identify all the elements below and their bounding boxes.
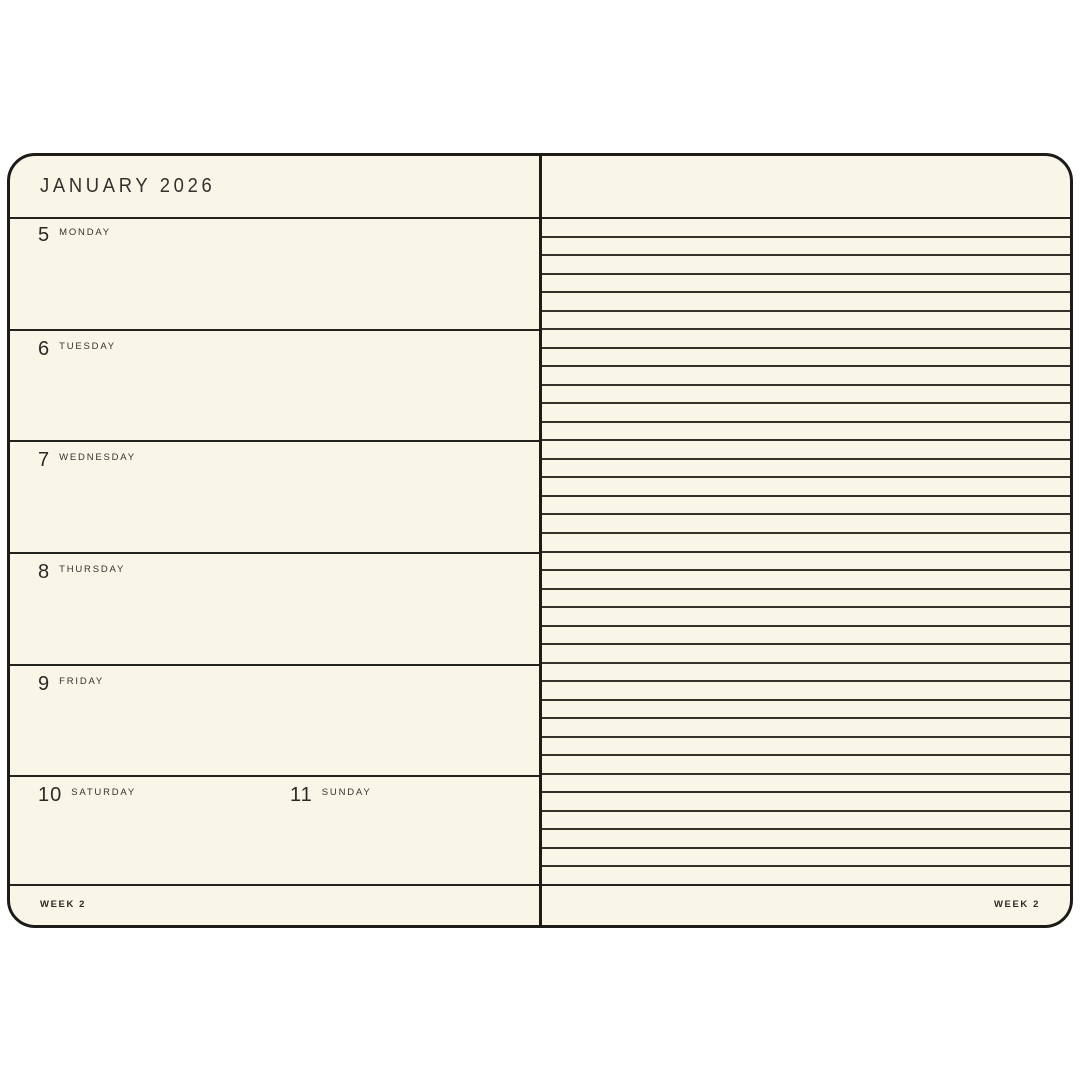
day-heading: [38, 339, 540, 359]
ruled-line: [540, 791, 1070, 793]
day-number: 10: [38, 784, 63, 806]
right-footer: [540, 884, 1070, 925]
left-footer: [10, 884, 275, 925]
sunday-heading: [290, 785, 371, 805]
month-title: JANUARY 2026: [40, 175, 216, 197]
ruled-line: [540, 828, 1070, 830]
day-name-label: TUESDAY: [59, 341, 116, 352]
day-number: 9: [38, 673, 51, 695]
ruled-line: [540, 569, 1070, 571]
ruled-line: [540, 680, 1070, 682]
ruled-line: [540, 384, 1070, 386]
ruled-line: [540, 347, 1070, 349]
day-number: 8: [38, 561, 51, 583]
day-number: 5: [38, 224, 51, 246]
day-name-label: SATURDAY: [71, 787, 136, 798]
day-name-label: SUNDAY: [321, 787, 372, 798]
ruled-line: [540, 736, 1070, 738]
day-number: 6: [38, 338, 51, 360]
ruled-line: [540, 513, 1070, 515]
ruled-line: [540, 551, 1070, 553]
ruled-line: [540, 847, 1070, 849]
day-heading: [38, 450, 540, 470]
day-row-thursday: [10, 552, 540, 664]
day-row-friday: [10, 664, 540, 775]
ruled-line: [540, 365, 1070, 367]
day-name-label: FRIDAY: [59, 676, 105, 687]
ruled-line: [540, 754, 1070, 756]
ruled-line: [540, 810, 1070, 812]
week-number-label-right: WEEK 2: [993, 899, 1040, 910]
ruled-line: [540, 254, 1070, 256]
day-number: 7: [38, 449, 51, 471]
ruled-line: [540, 421, 1070, 423]
month-header: [10, 156, 540, 217]
ruled-notes-area: [540, 217, 1070, 884]
day-row-weekend: [10, 775, 540, 884]
day-row-tuesday: [10, 329, 540, 440]
ruled-line: [540, 588, 1070, 590]
right-page-notes: [540, 156, 1070, 925]
ruled-line: [540, 458, 1070, 460]
ruled-line: [540, 865, 1070, 867]
planner-notebook: [7, 153, 1073, 928]
day-name-label: THURSDAY: [59, 564, 126, 575]
ruled-line: [540, 402, 1070, 404]
ruled-line: [540, 236, 1070, 238]
ruled-line: [540, 717, 1070, 719]
ruled-line: [540, 310, 1070, 312]
day-name-label: MONDAY: [59, 227, 111, 238]
ruled-line: [540, 699, 1070, 701]
ruled-line: [540, 773, 1070, 775]
day-row-monday: [10, 217, 540, 329]
ruled-line: [540, 291, 1070, 293]
ruled-line: [540, 643, 1070, 645]
left-page-week-view: [10, 156, 540, 925]
ruled-line: [540, 662, 1070, 664]
day-number: 11: [290, 784, 313, 806]
week-number-label-left: WEEK 2: [40, 899, 87, 910]
ruled-line: [540, 476, 1070, 478]
day-heading: [38, 562, 540, 582]
ruled-line: [540, 439, 1070, 441]
day-heading: [38, 674, 540, 694]
ruled-line: [540, 273, 1070, 275]
saturday-heading: [38, 785, 540, 805]
ruled-line: [540, 328, 1070, 330]
ruled-line: [540, 625, 1070, 627]
ruled-line: [540, 606, 1070, 608]
ruled-line: [540, 532, 1070, 534]
day-name-label: WEDNESDAY: [59, 452, 136, 463]
day-row-wednesday: [10, 440, 540, 552]
ruled-line: [540, 495, 1070, 497]
notebook-spine: [539, 156, 542, 925]
day-heading: [38, 225, 540, 245]
